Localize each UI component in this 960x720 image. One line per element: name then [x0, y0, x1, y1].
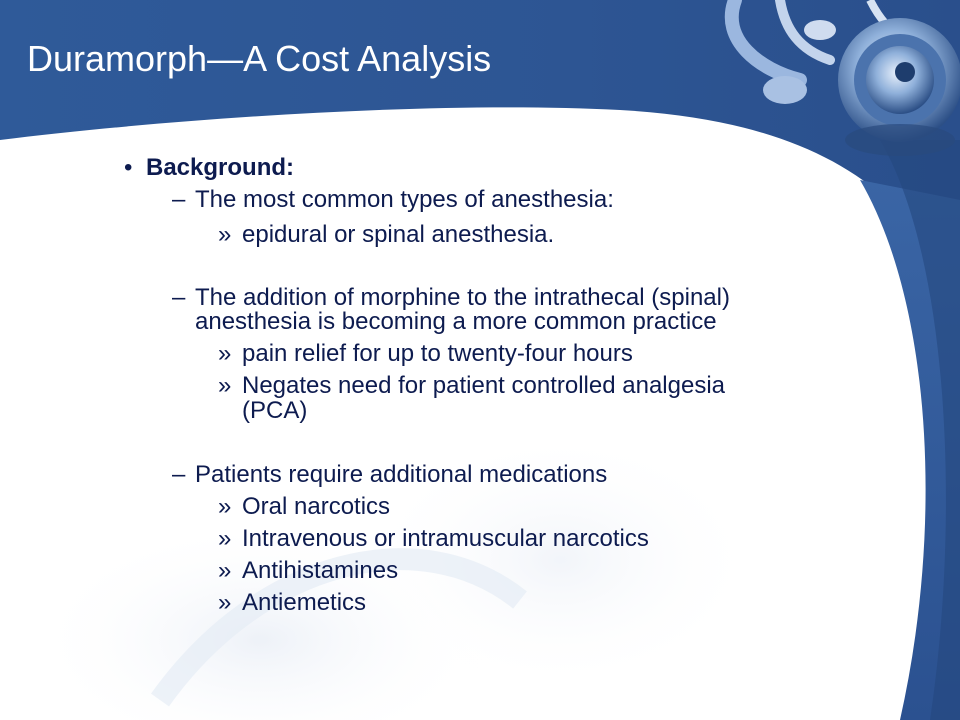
section-text: Patients require additional medications: [195, 461, 608, 488]
sub-item: epidural or spinal anesthesia.: [242, 221, 555, 248]
dash-marker: –: [172, 186, 186, 213]
sub-item: Intravenous or intramuscular narcotics: [242, 525, 649, 552]
sub-item: Oral narcotics: [242, 493, 391, 520]
sub-marker: »: [218, 525, 232, 552]
sub-marker: »: [218, 493, 232, 520]
sub-marker: »: [218, 589, 232, 616]
sub-item-line: (PCA): [242, 397, 308, 424]
bullet-marker: •: [124, 154, 133, 181]
section-text: The most common types of anesthesia:: [195, 186, 614, 213]
sub-item-line: Negates need for patient controlled analgesia: [242, 372, 725, 399]
section-text-line: The addition of morphine to the intrathecal (spinal): [195, 284, 730, 311]
dash-marker: –: [172, 461, 186, 488]
sub-marker: »: [218, 340, 232, 367]
dash-marker: –: [172, 284, 186, 311]
sub-item: Antihistamines: [242, 557, 399, 584]
sub-marker: »: [218, 557, 232, 584]
sub-marker: »: [218, 221, 232, 248]
sub-item: pain relief for up to twenty-four hours: [242, 340, 633, 367]
sub-marker: »: [218, 372, 232, 399]
sub-item: Antiemetics: [242, 589, 367, 616]
bullet-background-label: Background:: [146, 154, 295, 181]
section-text-line: anesthesia is becoming a more common practice: [195, 308, 717, 335]
slide-title: Duramorph—A Cost Analysis: [27, 38, 492, 79]
